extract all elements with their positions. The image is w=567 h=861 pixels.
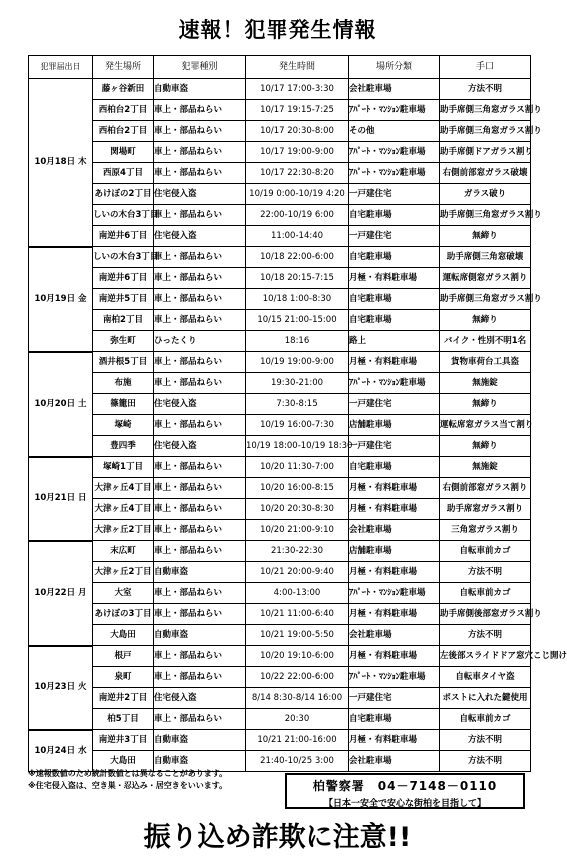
cell-method: 左後部スライドドア窓穴こじ開け [440, 646, 531, 667]
cell-crime-type: 車上・部品ねらい [154, 163, 246, 184]
cell-crime-type: 住宅侵入盗 [154, 184, 246, 205]
cell-location: しいの木台3丁目 [93, 205, 154, 226]
cell-place-type: 会社駐車場 [349, 625, 440, 646]
cell-time: 10/20 16:00-8:15 [246, 478, 349, 499]
cell-method: 助手席側三角窓破壊 [440, 247, 531, 268]
cell-place-type: ｱﾊﾟｰﾄ・ﾏﾝｼｮﾝ駐車場 [349, 142, 440, 163]
cell-method: バイク・性別不明1名 [440, 331, 531, 352]
table-row [29, 604, 531, 625]
cell-method: 方法不明 [440, 562, 531, 583]
cell-method: 右側前部窓ガラス破壊 [440, 163, 531, 184]
column-header-date: 犯罪届出日 [29, 56, 93, 79]
table-row [29, 583, 531, 604]
table-row [29, 226, 531, 247]
cell-place-type: 一戸建住宅 [349, 226, 440, 247]
cell-method: 助手席側三角窓ガラス割り [440, 100, 531, 121]
cell-method: 無施錠 [440, 457, 531, 478]
cell-method: 方法不明 [440, 751, 531, 772]
cell-report-date: 10月20日 土 [29, 352, 93, 457]
cell-method: 助手席側後部窓ガラス割り [440, 604, 531, 625]
footnote: ※速報数値のため統計数値とは異なることがあります。 [28, 769, 228, 778]
cell-crime-type: 車上・部品ねらい [154, 583, 246, 604]
cell-location: 大島田 [93, 625, 154, 646]
table-row [29, 499, 531, 520]
cell-place-type: 自宅駐車場 [349, 457, 440, 478]
cell-crime-type: ひったくり [154, 331, 246, 352]
cell-time: 21:40-10/25 3:00 [246, 751, 349, 772]
cell-place-type: ｱﾊﾟｰﾄ・ﾏﾝｼｮﾝ駐車場 [349, 583, 440, 604]
cell-time: 10/20 20:30-8:30 [246, 499, 349, 520]
cell-time: 10/22 22:00-6:00 [246, 667, 349, 688]
cell-crime-type: 住宅侵入盗 [154, 436, 246, 457]
cell-crime-type: 車上・部品ねらい [154, 121, 246, 142]
table-row [29, 562, 531, 583]
cell-crime-type: 車上・部品ねらい [154, 100, 246, 121]
table-row [29, 478, 531, 499]
table-row [29, 373, 531, 394]
cell-place-type: 一戸建住宅 [349, 184, 440, 205]
cell-crime-type: 車上・部品ねらい [154, 667, 246, 688]
cell-crime-type: 車上・部品ねらい [154, 457, 246, 478]
fraud-warning: 振り込め詐欺に注意!! [143, 822, 412, 853]
table-row [29, 436, 531, 457]
table-row [29, 625, 531, 646]
cell-place-type: 自宅駐車場 [349, 709, 440, 730]
cell-method: 無締り [440, 394, 531, 415]
cell-location: 大津ヶ丘2丁目 [93, 562, 154, 583]
cell-location: 根戸 [93, 646, 154, 667]
cell-method: ガラス破り [440, 184, 531, 205]
cell-time: 10/17 17:00-3:30 [246, 79, 349, 100]
table-row [29, 121, 531, 142]
cell-location: 弥生町 [93, 331, 154, 352]
cell-place-type: 会社駐車場 [349, 520, 440, 541]
cell-crime-type: 車上・部品ねらい [154, 289, 246, 310]
cell-location: 藤ヶ谷新田 [93, 79, 154, 100]
cell-location: 大津ヶ丘4丁目 [93, 478, 154, 499]
cell-place-type: 月極・有料駐車場 [349, 646, 440, 667]
cell-time: 10/21 21:00-16:00 [246, 730, 349, 751]
police-contact-box [285, 773, 525, 809]
cell-crime-type: 車上・部品ねらい [154, 142, 246, 163]
cell-crime-type: 住宅侵入盗 [154, 394, 246, 415]
cell-time: 10/19 0:00-10/19 4:20 [246, 184, 349, 205]
cell-method: 方法不明 [440, 730, 531, 751]
cell-location: しいの木台3丁目 [93, 247, 154, 268]
cell-time: 10/20 21:00-9:10 [246, 520, 349, 541]
table-row [29, 457, 531, 478]
cell-time: 10/20 11:30-7:00 [246, 457, 349, 478]
cell-location: 西柏台2丁目 [93, 100, 154, 121]
cell-place-type: 月極・有料駐車場 [349, 478, 440, 499]
cell-crime-type: 車上・部品ねらい [154, 541, 246, 562]
cell-location: 西柏台2丁目 [93, 121, 154, 142]
cell-report-date: 10月19日 金 [29, 247, 93, 352]
cell-crime-type: 住宅侵入盗 [154, 688, 246, 709]
cell-location: 大津ヶ丘2丁目 [93, 520, 154, 541]
cell-crime-type: 自動車盗 [154, 79, 246, 100]
cell-place-type: 月極・有料駐車場 [349, 730, 440, 751]
cell-time: 18:16 [246, 331, 349, 352]
cell-place-type: 一戸建住宅 [349, 688, 440, 709]
cell-place-type: 一戸建住宅 [349, 436, 440, 457]
cell-location: 関場町 [93, 142, 154, 163]
cell-location: 柏5丁目 [93, 709, 154, 730]
table-row [29, 289, 531, 310]
cell-crime-type: 自動車盗 [154, 730, 246, 751]
cell-crime-type: 車上・部品ねらい [154, 520, 246, 541]
cell-method: 助手席側三角窓ガラス割り [440, 289, 531, 310]
cell-method: 右側前部窓ガラス割り [440, 478, 531, 499]
cell-method: 方法不明 [440, 79, 531, 100]
cell-crime-type: 車上・部品ねらい [154, 373, 246, 394]
cell-time: 10/19 18:00-10/19 18:30 [246, 436, 349, 457]
table-row [29, 268, 531, 289]
cell-location: 大室 [93, 583, 154, 604]
cell-time: 10/18 22:00-6:00 [246, 247, 349, 268]
table-row [29, 142, 531, 163]
cell-location: 大津ヶ丘4丁目 [93, 499, 154, 520]
table-row [29, 520, 531, 541]
cell-crime-type: 住宅侵入盗 [154, 226, 246, 247]
cell-location: あけぼの2丁目 [93, 184, 154, 205]
cell-crime-type: 車上・部品ねらい [154, 646, 246, 667]
cell-time: 11:00-14:40 [246, 226, 349, 247]
cell-report-date: 10月21日 日 [29, 457, 93, 541]
cell-crime-type: 車上・部品ねらい [154, 205, 246, 226]
cell-place-type: 自宅駐車場 [349, 205, 440, 226]
cell-location: 豊四季 [93, 436, 154, 457]
footnotes [28, 768, 227, 792]
cell-time: 10/21 19:00-5:50 [246, 625, 349, 646]
cell-crime-type: 車上・部品ねらい [154, 352, 246, 373]
cell-crime-type: 車上・部品ねらい [154, 604, 246, 625]
cell-time: 19:30-21:00 [246, 373, 349, 394]
cell-place-type: 月極・有料駐車場 [349, 268, 440, 289]
cell-place-type: その他 [349, 121, 440, 142]
cell-time: 10/18 1:00-8:30 [246, 289, 349, 310]
cell-method: 助手席窓ガラス割り [440, 499, 531, 520]
table-row [29, 394, 531, 415]
cell-method: 無締り [440, 436, 531, 457]
cell-time: 10/18 20:15-7:15 [246, 268, 349, 289]
cell-time: 10/17 19:15-7:25 [246, 100, 349, 121]
cell-method: 運転席窓ガラス当て割り [440, 415, 531, 436]
cell-location: 南逆井6丁目 [93, 226, 154, 247]
page-title: 速報！犯罪発生情報 [178, 18, 377, 42]
cell-place-type: 月極・有料駐車場 [349, 604, 440, 625]
cell-location: 南逆井6丁目 [93, 268, 154, 289]
cell-crime-type: 車上・部品ねらい [154, 499, 246, 520]
police-slogan: 【日本一安全で安心な街柏を目指して】 [323, 799, 486, 809]
table-row [29, 163, 531, 184]
cell-report-date: 10月24日 水 [29, 730, 93, 772]
cell-method: 助手席側三角窓ガラス割り [440, 205, 531, 226]
cell-location: 篠籠田 [93, 394, 154, 415]
cell-place-type: 自宅駐車場 [349, 310, 440, 331]
cell-place-type: 月極・有料駐車場 [349, 499, 440, 520]
crime-table [28, 55, 567, 772]
cell-location: 西原4丁目 [93, 163, 154, 184]
cell-place-type: 自宅駐車場 [349, 247, 440, 268]
cell-method: 方法不明 [440, 625, 531, 646]
cell-place-type: 自宅駐車場 [349, 289, 440, 310]
cell-place-type: ｱﾊﾟｰﾄ・ﾏﾝｼｮﾝ駐車場 [349, 667, 440, 688]
cell-time: 10/17 19:00-9:00 [246, 142, 349, 163]
column-header-time: 発生時間 [246, 56, 349, 79]
table-row [29, 205, 531, 226]
cell-method: ポストに入れた鍵使用 [440, 688, 531, 709]
cell-place-type: 会社駐車場 [349, 751, 440, 772]
table-row [29, 184, 531, 205]
table-row [29, 415, 531, 436]
cell-place-type: 月極・有料駐車場 [349, 352, 440, 373]
cell-place-type: 月極・有料駐車場 [349, 562, 440, 583]
cell-time: 10/21 11:00-6:40 [246, 604, 349, 625]
column-header-method: 手口 [440, 56, 531, 79]
cell-method: 自転車前カゴ [440, 583, 531, 604]
cell-location: 大島田 [93, 751, 154, 772]
cell-method: 無施錠 [440, 373, 531, 394]
cell-method: 自転車前カゴ [440, 709, 531, 730]
cell-location: 布施 [93, 373, 154, 394]
police-station-name: 柏警察署 04－7148－0110 [312, 779, 498, 793]
cell-method: 助手席側ドアガラス割り [440, 142, 531, 163]
cell-time: 20:30 [246, 709, 349, 730]
cell-time: 10/21 20:00-9:40 [246, 562, 349, 583]
cell-place-type: 会社駐車場 [349, 79, 440, 100]
cell-time: 10/17 22:30-8:20 [246, 163, 349, 184]
cell-time: 8/14 8:30-8/14 16:00 [246, 688, 349, 709]
cell-location: 酒井根5丁目 [93, 352, 154, 373]
column-header-location: 発生場所 [93, 56, 154, 79]
cell-location: 南逆井3丁目 [93, 730, 154, 751]
cell-method: 三角窓ガラス割り [440, 520, 531, 541]
table-row [29, 352, 531, 373]
cell-crime-type: 自動車盗 [154, 751, 246, 772]
cell-report-date: 10月23日 火 [29, 646, 93, 730]
cell-location: 塚崎1丁目 [93, 457, 154, 478]
cell-location: あけぼの3丁目 [93, 604, 154, 625]
table-row [29, 79, 531, 100]
cell-location: 南逆井2丁目 [93, 688, 154, 709]
cell-time: 22:00-10/19 6:00 [246, 205, 349, 226]
cell-location: 南逆井5丁目 [93, 289, 154, 310]
cell-place-type: ｱﾊﾟｰﾄ・ﾏﾝｼｮﾝ駐車場 [349, 163, 440, 184]
table-row [29, 100, 531, 121]
cell-crime-type: 車上・部品ねらい [154, 415, 246, 436]
cell-report-date: 10月18日 木 [29, 79, 93, 247]
cell-time: 10/17 20:30-8:00 [246, 121, 349, 142]
table-row [29, 688, 531, 709]
cell-crime-type: 自動車盗 [154, 562, 246, 583]
cell-place-type: 店舗駐車場 [349, 541, 440, 562]
column-header-crime-type: 犯罪種別 [154, 56, 246, 79]
cell-location: 泉町 [93, 667, 154, 688]
cell-method: 無締り [440, 310, 531, 331]
cell-crime-type: 自動車盗 [154, 625, 246, 646]
column-header-place-type: 場所分類 [349, 56, 440, 79]
cell-time: 21:30-22:30 [246, 541, 349, 562]
cell-crime-type: 車上・部品ねらい [154, 268, 246, 289]
cell-method: 自転車タイヤ盗 [440, 667, 531, 688]
cell-time: 10/20 19:10-6:00 [246, 646, 349, 667]
cell-place-type: 店舗駐車場 [349, 415, 440, 436]
cell-place-type: ｱﾊﾟｰﾄ・ﾏﾝｼｮﾝ駐車場 [349, 373, 440, 394]
cell-location: 塚崎 [93, 415, 154, 436]
table-row [29, 730, 531, 751]
table-header-row [29, 56, 531, 79]
cell-place-type: 一戸建住宅 [349, 394, 440, 415]
table-row [29, 667, 531, 688]
table-row [29, 646, 531, 667]
cell-method: 無締り [440, 226, 531, 247]
cell-time: 10/15 21:00-15:00 [246, 310, 349, 331]
cell-place-type: ｱﾊﾟｰﾄ・ﾏﾝｼｮﾝ駐車場 [349, 100, 440, 121]
cell-method: 貨物車荷台工具盗 [440, 352, 531, 373]
cell-report-date: 10月22日 月 [29, 541, 93, 646]
cell-method: 自転車前カゴ [440, 541, 531, 562]
cell-crime-type: 車上・部品ねらい [154, 247, 246, 268]
cell-place-type: 路上 [349, 331, 440, 352]
cell-crime-type: 車上・部品ねらい [154, 310, 246, 331]
cell-method: 運転席側窓ガラス割り [440, 268, 531, 289]
footnote: ※住宅侵入盗は、空き巣・忍込み・居空きをいいます。 [28, 781, 228, 790]
cell-time: 7:30-8:15 [246, 394, 349, 415]
cell-location: 末広町 [93, 541, 154, 562]
cell-time: 4:00-13:00 [246, 583, 349, 604]
cell-time: 10/19 16:00-7:30 [246, 415, 349, 436]
table-row [29, 331, 531, 352]
cell-method: 助手席側三角窓ガラス割り [440, 121, 531, 142]
table-row [29, 247, 531, 268]
cell-crime-type: 車上・部品ねらい [154, 709, 246, 730]
cell-time: 10/19 19:00-9:00 [246, 352, 349, 373]
table-row [29, 541, 531, 562]
cell-crime-type: 車上・部品ねらい [154, 478, 246, 499]
table-row [29, 709, 531, 730]
cell-location: 南柏2丁目 [93, 310, 154, 331]
table-row [29, 310, 531, 331]
table-body [29, 79, 567, 772]
